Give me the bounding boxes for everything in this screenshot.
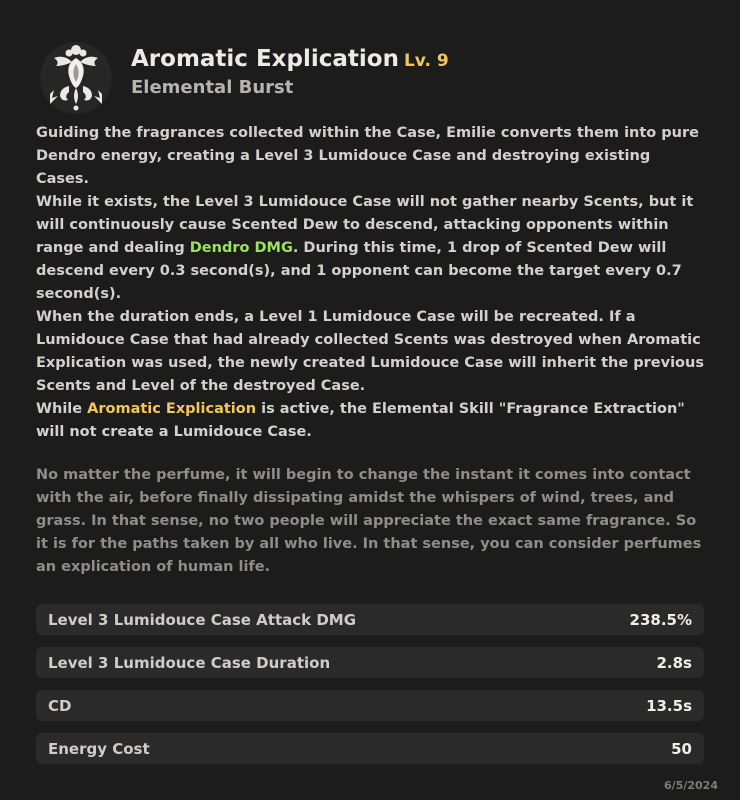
skill-name-highlight: Aromatic Explication — [87, 401, 257, 417]
flavor-text: No matter the perfume, it will begin to change the instant it comes into contact with the air, before finally dissipating amidst the whispers of wind, trees, and grass. In that sense, no two people will appreciate the exact same fragrance. So it is for the paths taken by all who live. In that sense, you can consider perfumes an explication of human life. — [36, 467, 702, 575]
stat-row — [36, 647, 704, 678]
description-paragraph — [36, 191, 706, 306]
stat-value: 238.5% — [629, 610, 692, 629]
stat-value: 13.5s — [646, 696, 692, 715]
stat-label: Level 3 Lumidouce Case Duration — [48, 653, 331, 672]
description-paragraph: When the duration ends, a Level 1 Lumidouce Case will be recreated. If a Lumidouce Case that had already collected Scents was destroyed when Aromatic Explication was used, the newly created Lumidouce Case will inherit the previous Scents and Level of the destroyed Case. — [36, 309, 704, 394]
stat-row — [36, 733, 704, 764]
stat-label: Level 3 Lumidouce Case Attack DMG — [48, 610, 357, 629]
date-stamp: 6/5/2024 — [664, 779, 718, 792]
stat-label: CD — [48, 696, 72, 715]
description-paragraph — [36, 398, 706, 444]
skill-level: Lv. 9 — [403, 51, 449, 71]
dendro-dmg-highlight: Dendro DMG — [189, 240, 293, 256]
description-text: . During this time, 1 drop of Scented Dew will descend every 0.3 second(s), and 1 opponent can become the target every 0.7 second(s). — [36, 240, 682, 302]
skill-header — [30, 30, 710, 120]
skill-type: Elemental Burst — [131, 77, 294, 98]
stat-value: 50 — [671, 739, 692, 758]
stat-row — [36, 690, 704, 721]
skill-description — [36, 122, 706, 444]
description-paragraph: Guiding the fragrances collected within the Case, Emilie converts them into pure Dendro energy, creating a Level 3 Lumidouce Case and destroying existing Cases. — [36, 125, 699, 187]
emilie-burst-emblem-icon — [36, 36, 116, 116]
stat-row — [36, 604, 704, 635]
stat-label: Energy Cost — [48, 739, 150, 758]
description-text: is active, the Elemental Skill "Fragrance Extraction" will not create a Lumidouce Case. — [36, 401, 685, 440]
stat-value: 2.8s — [656, 653, 692, 672]
stats-table — [36, 604, 704, 776]
title-line — [131, 46, 449, 72]
skill-name: Aromatic Explication — [131, 46, 399, 72]
description-text: While — [36, 401, 88, 417]
description-text: While it exists, the Level 3 Lumidouce Case will not gather nearby Scents, but it will continuously cause Scented Dew to descend, attacking opponents within range and dealing — [36, 194, 694, 256]
